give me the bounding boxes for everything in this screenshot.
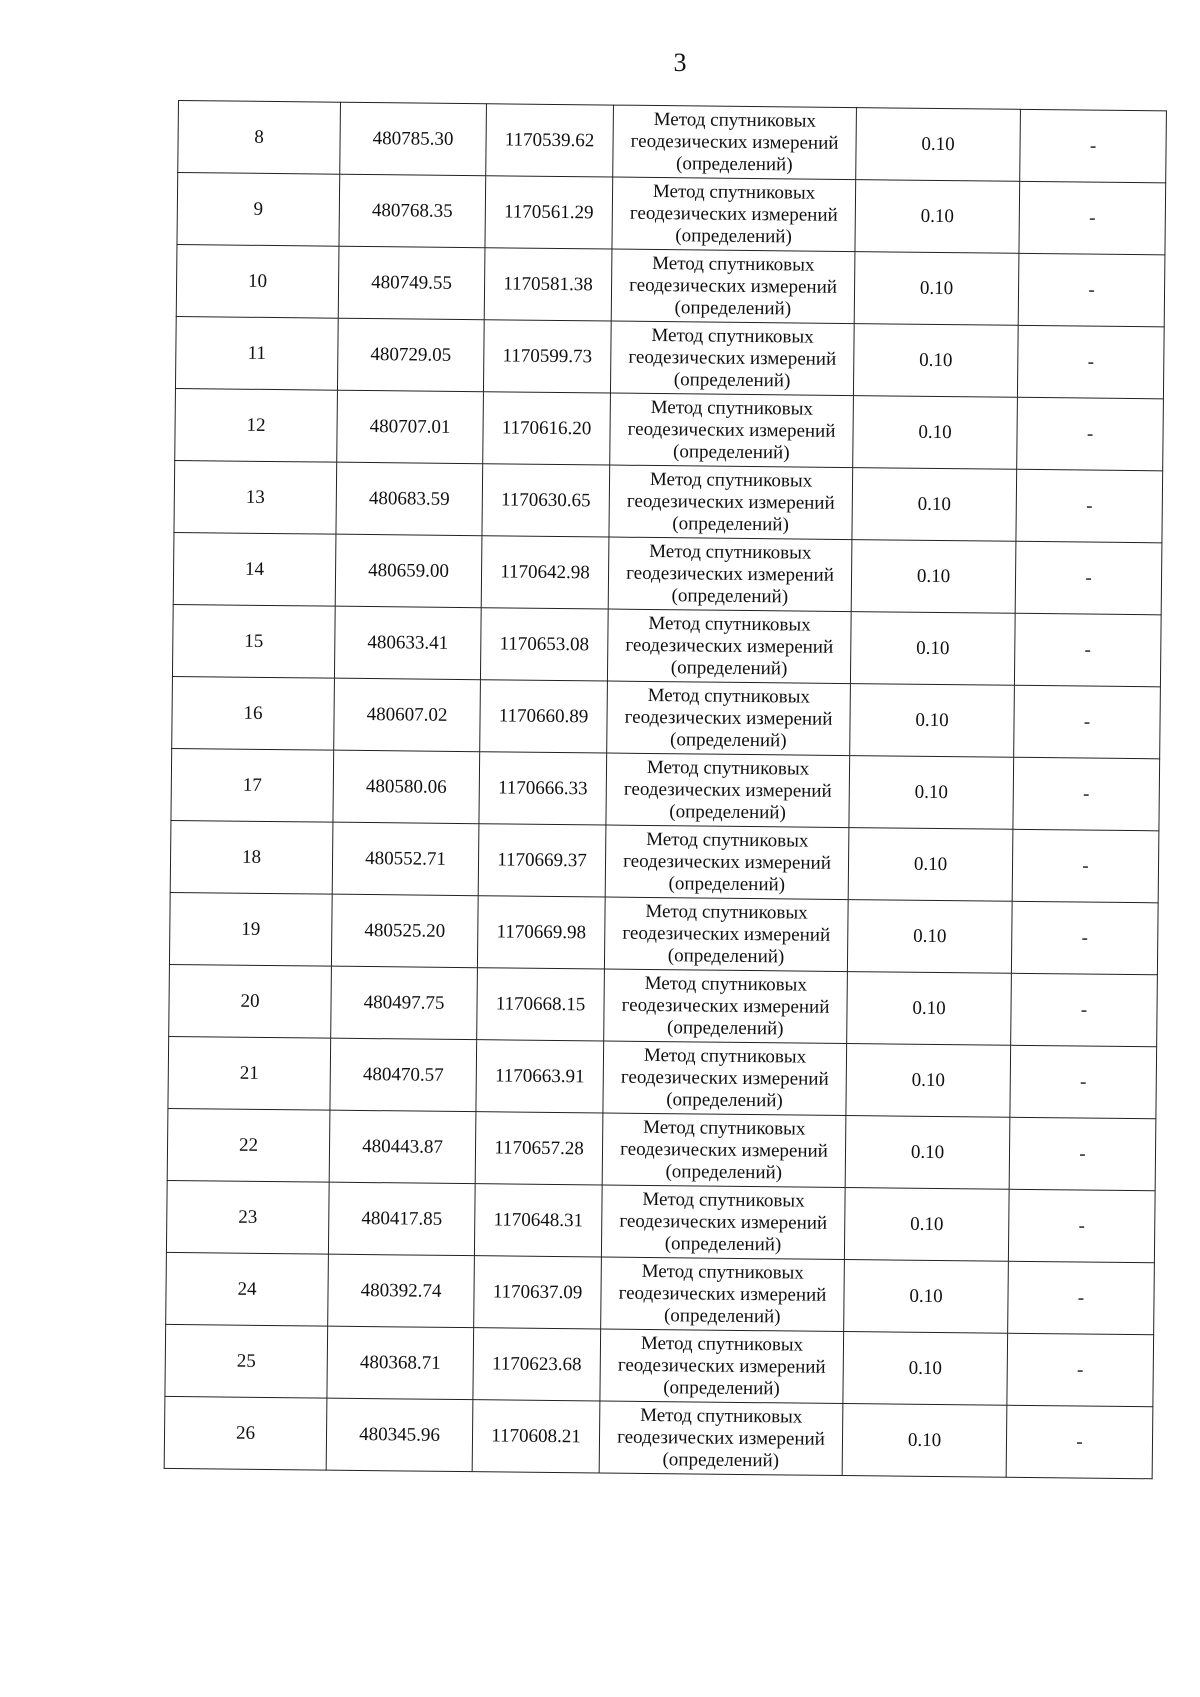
accuracy-cell: 0.10 <box>851 540 1016 614</box>
x-coordinate-cell: 480345.96 <box>326 1398 473 1472</box>
point-number-cell: 12 <box>175 388 338 462</box>
method-cell <box>602 1113 846 1188</box>
method-line: (определений) <box>675 152 793 175</box>
accuracy-cell: 0.10 <box>842 1404 1007 1478</box>
method-cell <box>604 969 848 1044</box>
x-coordinate-cell: 480683.59 <box>336 462 483 536</box>
description-cell: - <box>1013 757 1160 831</box>
method-cell <box>607 681 851 756</box>
point-number-cell: 14 <box>173 532 336 606</box>
method-line: геодезических измерений <box>629 202 838 226</box>
y-coordinate-cell: 1170669.37 <box>478 824 606 897</box>
method-cell <box>604 897 848 972</box>
method-line: Метод спутниковых <box>651 324 814 348</box>
table-row <box>165 1324 1154 1406</box>
description-cell: - <box>1019 181 1166 255</box>
method-line: геодезических измерений <box>617 1354 826 1378</box>
accuracy-cell: 0.10 <box>849 756 1014 830</box>
accuracy-cell: 0.10 <box>843 1332 1008 1406</box>
y-coordinate-cell: 1170630.65 <box>482 464 610 537</box>
coordinates-table-wrapper <box>164 100 1167 1479</box>
description-cell: - <box>1017 397 1164 471</box>
method-line: (определений) <box>669 800 786 823</box>
y-coordinate-cell: 1170668.15 <box>477 968 605 1041</box>
point-number-cell: 16 <box>172 676 335 750</box>
method-line: геодезических измерений <box>620 1066 829 1090</box>
description-cell: - <box>1011 973 1158 1047</box>
x-coordinate-cell: 480768.35 <box>339 174 486 248</box>
method-cell <box>601 1185 845 1260</box>
method-cell <box>599 1401 843 1476</box>
y-coordinate-cell: 1170653.08 <box>480 608 608 681</box>
y-coordinate-cell: 1170666.33 <box>479 752 607 825</box>
method-cell <box>609 465 853 540</box>
table-row <box>168 1036 1157 1118</box>
method-cell <box>605 825 849 900</box>
x-coordinate-cell: 480729.05 <box>337 318 484 392</box>
point-number-cell: 26 <box>164 1396 327 1470</box>
point-number-cell: 23 <box>166 1180 329 1254</box>
method-line: геодезических измерений <box>626 490 835 514</box>
y-coordinate-cell: 1170623.68 <box>473 1328 601 1401</box>
y-coordinate-cell: 1170642.98 <box>481 536 609 609</box>
accuracy-cell: 0.10 <box>853 324 1018 398</box>
description-cell: - <box>1017 325 1164 399</box>
table-row <box>172 676 1161 758</box>
method-line: Метод спутниковых <box>645 900 808 924</box>
table-row <box>177 173 1166 255</box>
method-line: геодезических измерений <box>629 274 838 298</box>
method-line: Метод спутниковых <box>643 1044 807 1068</box>
x-coordinate-cell: 480580.06 <box>333 750 480 824</box>
x-coordinate-cell: 480707.01 <box>337 390 484 464</box>
accuracy-cell: 0.10 <box>850 612 1015 686</box>
method-line: геодезических измерений <box>621 994 830 1018</box>
method-line: Метод спутниковых <box>652 252 815 276</box>
point-number-cell: 15 <box>172 604 335 678</box>
accuracy-cell: 0.10 <box>846 1044 1011 1118</box>
point-number-cell: 21 <box>168 1036 331 1110</box>
method-line: Метод спутниковых <box>649 540 812 564</box>
table-row <box>175 316 1164 398</box>
method-line: Метод спутниковых <box>641 1260 804 1284</box>
table-row <box>170 820 1159 902</box>
description-cell: - <box>1011 901 1158 975</box>
method-cell <box>607 609 851 684</box>
method-line: геодезических измерений <box>620 1138 829 1162</box>
point-number-cell: 20 <box>169 964 332 1038</box>
method-line: геодезических измерений <box>624 706 833 730</box>
table-row <box>176 244 1165 326</box>
description-cell: - <box>1015 541 1162 615</box>
page-number: 3 <box>673 48 687 77</box>
method-line: Метод спутниковых <box>643 1116 806 1140</box>
table-row <box>169 964 1158 1046</box>
accuracy-cell: 0.10 <box>852 468 1017 542</box>
coordinates-table-body <box>164 101 1166 1479</box>
table-row <box>173 532 1162 614</box>
description-cell: - <box>1020 109 1167 183</box>
method-line: (определений) <box>663 1376 780 1399</box>
coordinates-table <box>164 100 1167 1479</box>
table-row <box>169 892 1158 974</box>
x-coordinate-cell: 480443.87 <box>329 1110 476 1184</box>
method-cell <box>601 1257 845 1332</box>
method-line: (определений) <box>665 1160 783 1183</box>
y-coordinate-cell: 1170663.91 <box>476 1040 604 1113</box>
x-coordinate-cell: 480749.55 <box>338 246 485 320</box>
method-line: геодезических измерений <box>623 778 832 802</box>
description-cell: - <box>1014 685 1161 759</box>
method-line: (определений) <box>667 944 785 967</box>
point-number-cell: 17 <box>171 748 334 822</box>
method-line: Метод спутниковых <box>652 180 816 204</box>
description-cell: - <box>1009 1117 1156 1191</box>
accuracy-cell: 0.10 <box>848 828 1013 902</box>
table-row <box>164 1396 1153 1478</box>
accuracy-cell: 0.10 <box>856 108 1021 182</box>
method-line: (определений) <box>671 584 789 607</box>
accuracy-cell: 0.10 <box>845 1116 1010 1190</box>
method-line: (определений) <box>669 728 787 751</box>
method-line: геодезических измерений <box>622 922 831 946</box>
method-line: Метод спутниковых <box>640 1332 804 1356</box>
method-line: геодезических измерений <box>630 130 839 154</box>
x-coordinate-cell: 480525.20 <box>331 894 478 968</box>
method-cell <box>600 1329 844 1404</box>
x-coordinate-cell: 480633.41 <box>334 606 481 680</box>
y-coordinate-cell: 1170669.98 <box>477 896 605 969</box>
method-line: геодезических измерений <box>625 634 834 658</box>
x-coordinate-cell: 480417.85 <box>328 1182 475 1256</box>
x-coordinate-cell: 480497.75 <box>331 966 478 1040</box>
accuracy-cell: 0.10 <box>853 396 1018 470</box>
method-line: Метод спутниковых <box>642 1188 805 1212</box>
method-line: Метод спутниковых <box>650 396 814 420</box>
method-line: геодезических измерений <box>628 346 837 370</box>
table-row <box>171 748 1160 830</box>
method-line: Метод спутниковых <box>644 972 808 996</box>
accuracy-cell: 0.10 <box>847 972 1012 1046</box>
method-line: Метод спутниковых <box>653 108 817 132</box>
method-cell <box>606 753 850 828</box>
method-line: (определений) <box>672 512 789 535</box>
point-number-cell: 13 <box>174 460 337 534</box>
method-line: Метод спутниковых <box>646 756 810 780</box>
table-row <box>166 1180 1155 1262</box>
method-line: (определений) <box>673 368 791 391</box>
method-line: геодезических измерений <box>627 418 836 442</box>
point-number-cell: 9 <box>177 173 340 247</box>
table-row <box>175 388 1164 470</box>
method-cell <box>611 249 855 324</box>
x-coordinate-cell: 480392.74 <box>328 1254 475 1328</box>
y-coordinate-cell: 1170657.28 <box>475 1112 603 1185</box>
accuracy-cell: 0.10 <box>854 252 1019 326</box>
point-number-cell: 22 <box>167 1108 330 1182</box>
description-cell: - <box>1016 469 1163 543</box>
accuracy-cell: 0.10 <box>847 900 1012 974</box>
description-cell: - <box>1018 253 1165 327</box>
point-number-cell: 11 <box>175 316 338 390</box>
method-cell <box>603 1041 847 1116</box>
table-row <box>178 101 1167 183</box>
y-coordinate-cell: 1170599.73 <box>483 320 611 393</box>
point-number-cell: 24 <box>166 1252 329 1326</box>
method-line: геодезических измерений <box>626 562 835 586</box>
method-line: (определений) <box>666 1016 784 1039</box>
table-row <box>174 460 1163 542</box>
description-cell: - <box>1006 1405 1153 1479</box>
method-line: (определений) <box>668 872 786 895</box>
method-line: (определений) <box>663 1304 781 1327</box>
x-coordinate-cell: 480659.00 <box>335 534 482 608</box>
method-line: геодезических измерений <box>617 1426 826 1450</box>
method-line: Метод спутниковых <box>649 468 813 492</box>
method-cell <box>608 537 852 612</box>
table-row <box>172 604 1161 686</box>
x-coordinate-cell: 480470.57 <box>330 1038 477 1112</box>
description-cell: - <box>1008 1189 1155 1263</box>
method-line: геодезических измерений <box>618 1282 827 1306</box>
method-line: (определений) <box>666 1088 783 1111</box>
description-cell: - <box>1010 1045 1157 1119</box>
method-line: (определений) <box>670 656 788 679</box>
method-line: геодезических измерений <box>623 850 832 874</box>
method-line: (определений) <box>672 440 790 463</box>
description-cell: - <box>1008 1261 1155 1335</box>
table-row <box>167 1108 1156 1190</box>
accuracy-cell: 0.10 <box>850 684 1015 758</box>
accuracy-cell: 0.10 <box>844 1188 1009 1262</box>
point-number-cell: 10 <box>176 244 339 318</box>
y-coordinate-cell: 1170608.21 <box>472 1400 600 1473</box>
description-cell: - <box>1014 613 1161 687</box>
method-line: Метод спутниковых <box>640 1404 803 1428</box>
y-coordinate-cell: 1170637.09 <box>474 1256 602 1329</box>
x-coordinate-cell: 480552.71 <box>332 822 479 896</box>
x-coordinate-cell: 480607.02 <box>334 678 481 752</box>
point-number-cell: 18 <box>170 820 333 894</box>
method-line: (определений) <box>674 296 792 319</box>
y-coordinate-cell: 1170539.62 <box>486 104 614 177</box>
x-coordinate-cell: 480368.71 <box>327 1326 474 1400</box>
description-cell: - <box>1007 1333 1154 1407</box>
x-coordinate-cell: 480785.30 <box>340 102 487 176</box>
accuracy-cell: 0.10 <box>855 180 1020 254</box>
y-coordinate-cell: 1170648.31 <box>474 1184 602 1257</box>
description-cell: - <box>1012 829 1159 903</box>
method-line: геодезических измерений <box>619 1210 828 1234</box>
y-coordinate-cell: 1170660.89 <box>480 680 608 753</box>
point-number-cell: 25 <box>165 1324 328 1398</box>
table-row <box>166 1252 1155 1334</box>
method-cell <box>612 177 856 252</box>
method-cell <box>610 393 854 468</box>
y-coordinate-cell: 1170581.38 <box>484 248 612 321</box>
point-number-cell: 8 <box>178 101 341 175</box>
method-line: Метод спутниковых <box>648 612 811 636</box>
method-line: (определений) <box>675 224 792 247</box>
method-line: (определений) <box>662 1448 780 1471</box>
y-coordinate-cell: 1170616.20 <box>483 392 611 465</box>
accuracy-cell: 0.10 <box>844 1260 1009 1334</box>
point-number-cell: 19 <box>169 892 332 966</box>
method-line: Метод спутниковых <box>646 828 809 852</box>
y-coordinate-cell: 1170561.29 <box>485 176 613 249</box>
method-cell <box>610 321 854 396</box>
method-line: Метод спутниковых <box>647 684 811 708</box>
method-cell <box>613 105 857 180</box>
method-line: (определений) <box>664 1232 782 1255</box>
